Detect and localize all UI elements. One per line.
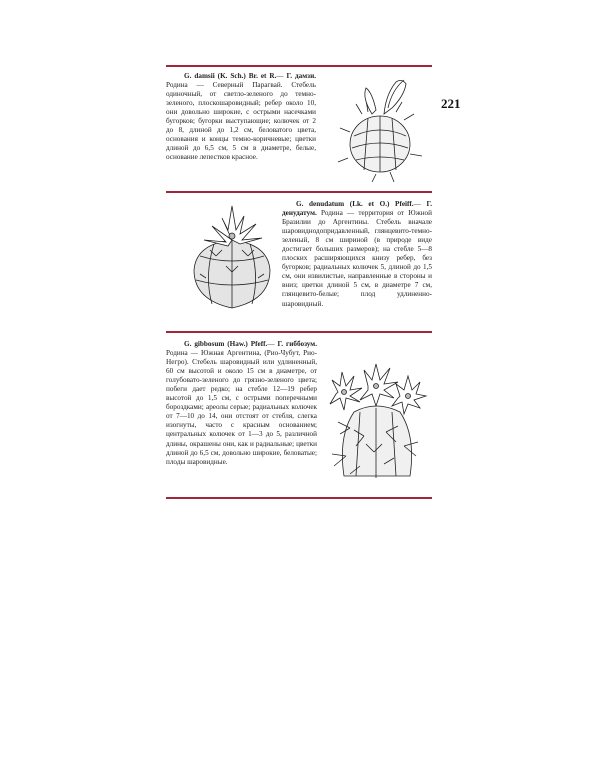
cactus-illustration-gibbosum [324, 356, 430, 484]
separator-rule-2 [166, 331, 432, 333]
description: Родина — Северный Парагвай. Стебель одиночный, от светло-зеленого до темно-зеленого, плоскошаровидный; ребер около 10, они довольно широкие, с острыми насечками бугорков; бугорки выступающие; колючек от 2 до 8, длиной до 1,2 см, беловатого цвета, основания и концы темно-коричневые; цветки длиной до 6,5 см, 5 см в диаметре, белые, основание лепестков красное. [166, 81, 316, 162]
latin-name: G. denudatum (Lk. et O.) Pfeiff. [296, 200, 414, 208]
bottom-rule [166, 497, 432, 499]
latin-name: G. gibbosum (Haw.) Pfeff. [184, 340, 268, 348]
cactus-illustration-denudatum [186, 200, 278, 318]
latin-name: G. damsii (K. Sch.) Br. et R. [184, 72, 277, 80]
top-rule [166, 65, 432, 67]
russian-name: Г. дамзи. [286, 72, 317, 80]
russian-name: Г. гиббозум. [277, 340, 317, 348]
cactus-illustration-damsii [332, 74, 428, 184]
description: Родина — территория от Южной Бразилии до Аргентины. Стебель вначале шаровиднодопридавленный, глянцевито-темно-зеленый, 8 см шириной (в природе виде достигает больших размеров); на стебле 5—8 плоских расширяющихся книзу ребер, без бугорков; радиальных колючек 5, длиной до 1,5 см, они извилистые, направленные в стороны и вниз; цветки длиной 5 см, в диаметре 7 см, глянцевито-белые; плод удлиненно-шаровидный. [282, 209, 432, 308]
page-number: 221 [441, 96, 461, 111]
description: Родина — Южная Аргентина, (Рио-Чубут, Рио-Негро). Стебель шаровидный или удлиненный, 60 см высотой и около 15 см в диаметре, от голубовато-зеленого до грязно-зеленого цвета; побеги дает редко; на стебле 12—19 ребер высотой до 1,5 см, с острыми поперечными бороздками; ареолы серые; радиальных колючек от 7—10 до 14, они отстоят от стебля, слегка изогнуты, часто с красным основанием; центральных колючек от 1—3 до 5, различной длины, окрашены они, как и радиальные; цветки длиной до 6,5 см, довольно широкие, беловатые; плоды шаровидные. [166, 349, 317, 466]
species-entry-gibbosum: G. gibbosum (Haw.) Pfeff.— Г. гиббозум. Родина — Южная Аргентина, (Рио-Чубут, Рио-Негро). Стебель шаровидный или удлиненный, 60 см высотой и около 15 см в диаметре, от голубовато-зеленого до грязно-зеленого цвета; побеги дает редко; на стебле 12—19 ребер высотой до 1,5 см, с острыми поперечными бороздками; ареолы серые; радиальных колючек от 7—10 до 14, они отстоят от стебля, слегка изогнуты, часто с красным основанием; центральных колючек от 1—3 до 5, различной длины, окрашены они, как и радиальные; цветки длиной до 6,5 см, довольно широкие, беловатые; плоды шаровидные. [166, 340, 317, 466]
species-entry-damsii: G. damsii (K. Sch.) Br. et R.— Г. дамзи. Родина — Северный Парагвай. Стебель одиночный, от светло-зеленого до темно-зеленого, плоскошаровидный; ребер около 10, они довольно широкие, с острыми насечками бугорков; бугорки выступающие; колючек от 2 до 8, длиной до 1,2 см, беловатого цвета, основания и концы темно-коричневые; цветки длиной до 6,5 см, 5 см в диаметре, белые, основание лепестков красное. [166, 72, 317, 162]
species-entry-denudatum: G. denudatum (Lk. et O.) Pfeiff.— Г. денудатум. Родина — территория от Южной Бразилии до Аргентины. Стебель вначале шаровиднодопридавленный, глянцевито-темно-зеленый, 8 см шириной (в природе виде достигает больших размеров); на стебле 5—8 плоских расширяющихся книзу ребер, без бугорков; радиальных колючек 5, длиной до 1,5 см, они извилистые, направленные в стороны и вниз; цветки длиной 5 см, в диаметре 7 см, глянцевито-белые; плод удлиненно-шаровидный. [282, 200, 432, 308]
russian-name: Г. денудатум. [282, 200, 432, 218]
separator-rule-1 [166, 191, 432, 193]
